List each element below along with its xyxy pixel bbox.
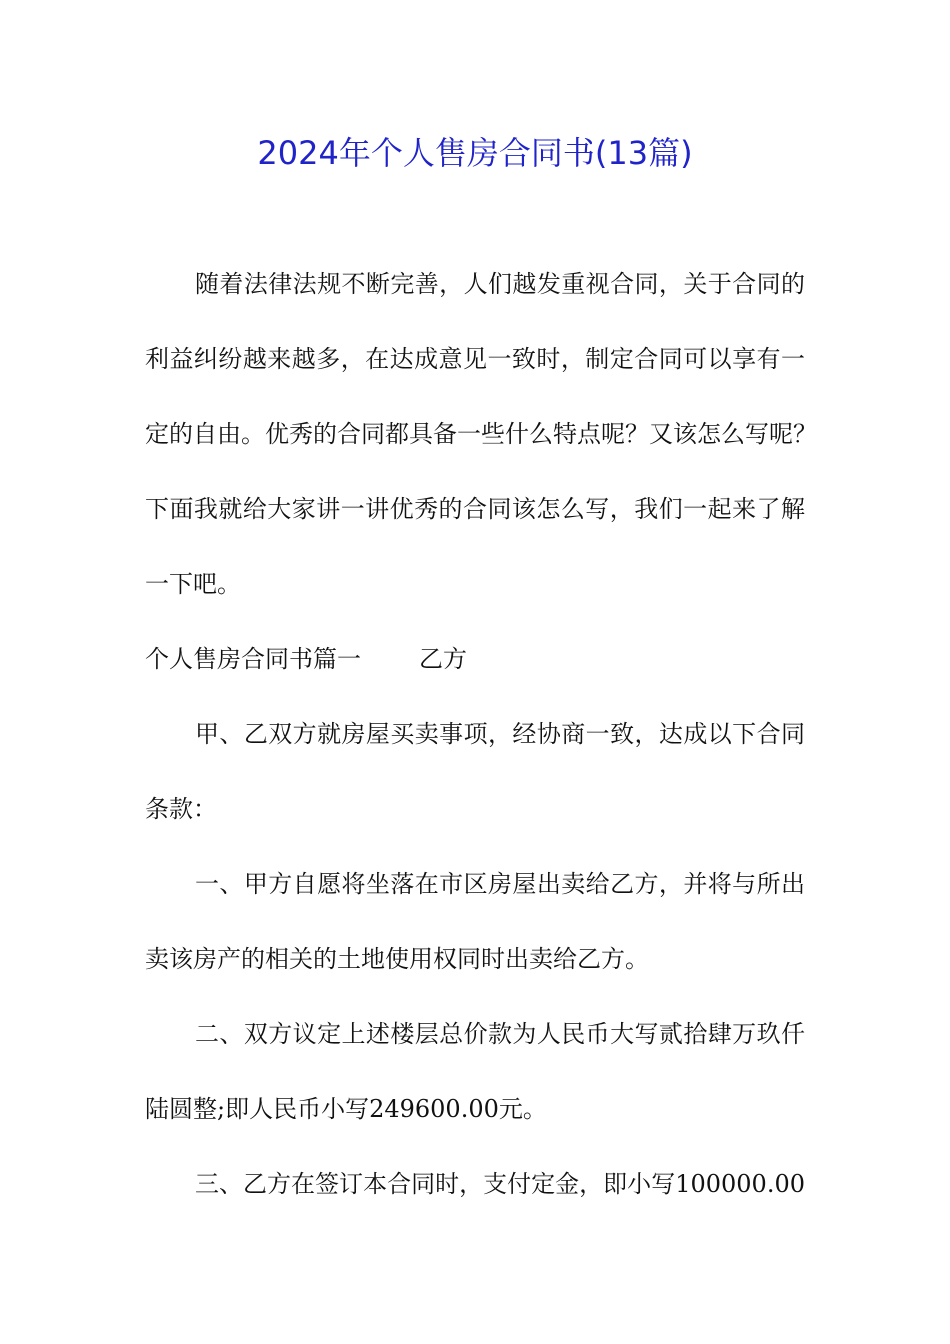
section-heading [145, 641, 467, 677]
text-line: 卖该房产的相关的土地使用权同时出卖给乙方。 [145, 945, 649, 973]
section-party: 乙方 [419, 645, 467, 673]
text-line: 定的自由。优秀的合同都具备一些什么特点呢？又该怎么写呢？ [145, 420, 817, 448]
text-line: 下面我就给大家讲一讲优秀的合同该怎么写，我们一起来了解 [145, 495, 805, 523]
text-line: 一下吧。 [145, 570, 241, 598]
text-line: 随着法律法规不断完善，人们越发重视合同，关于合同的 [195, 270, 805, 298]
text-line: 利益纠纷越来越多，在达成意见一致时，制定合同可以享有一 [145, 345, 805, 373]
text-line: 一、甲方自愿将坐落在市区房屋出卖给乙方，并将与所出 [195, 870, 805, 898]
document-title: 2024年个人售房合同书(13篇) [257, 134, 693, 172]
text-line: 陆圆整;即人民币小写249600.00元。 [145, 1095, 547, 1123]
text-line: 三、乙方在签订本合同时，支付定金，即小写100000.00 [195, 1170, 805, 1198]
text-line: 甲、乙双方就房屋买卖事项，经协商一致，达成以下合同 [195, 720, 805, 748]
section-title: 个人售房合同书篇一 [145, 645, 361, 673]
text-line: 条款： [145, 795, 217, 823]
text-line: 二、双方议定上述楼层总价款为人民币大写贰拾肆万玖仟 [195, 1020, 805, 1048]
